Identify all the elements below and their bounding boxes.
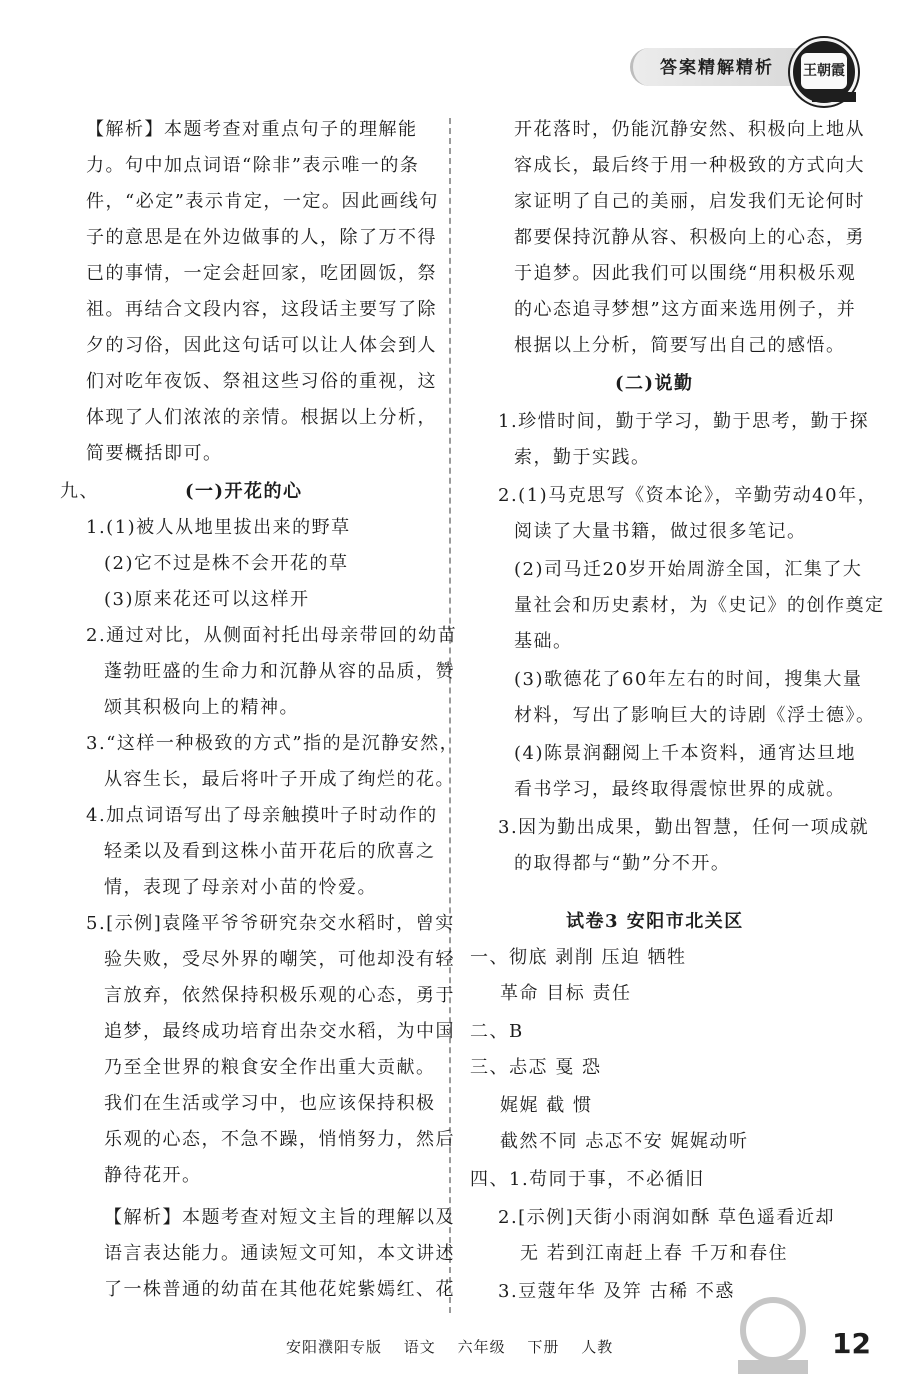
text-line: 量社会和历史素材，为《史记》的创作奠定 — [514, 595, 885, 616]
footer-term: 下册 — [527, 1338, 560, 1356]
text-line: (3)歌德花了60年左右的时间，搜集大量 — [514, 669, 863, 690]
text-line: 1.珍惜时间，勤于学习，勤于思考，勤于探 — [498, 411, 870, 432]
text-line: 3.豆蔻年华 及笄 古稀 不惑 — [498, 1281, 735, 1302]
text-line: 的心态追寻梦想”这方面来选用例子，并 — [514, 299, 857, 320]
text-line: 阅读了大量书籍，做过很多笔记。 — [514, 521, 807, 542]
text-line: 无 若到江南赶上春 千万和春住 — [520, 1243, 788, 1264]
text-line: 2.(1)马克思写《资本论》，辛勤劳动40年， — [498, 485, 878, 506]
text-line: (4)陈景润翻阅上千本资料，通宵达旦地 — [514, 743, 856, 764]
text-line: 4.加点词语写出了母亲触摸叶子时动作的 — [86, 805, 438, 826]
text-line: 语言表达能力。通读短文可知，本文讲述 — [104, 1243, 455, 1264]
text-line: 开花落时，仍能沉静安然、积极向上地从 — [514, 119, 865, 140]
text-line: 于追梦。因此我们可以围绕“用积极乐观 — [514, 263, 857, 284]
text-line: (二)说勤 — [615, 373, 694, 394]
badge-ribbon-icon — [812, 92, 856, 102]
text-line: 蓬勃旺盛的生命力和沉静从容的品质，赞 — [104, 661, 455, 682]
text-line: 试卷3 安阳市北关区 — [566, 911, 744, 932]
text-line: 从容生长，最后将叶子开成了绚烂的花。 — [104, 769, 455, 790]
text-line: 都要保持沉静从容、积极向上的心态，勇 — [514, 227, 865, 248]
text-line: (3)原来花还可以这样开 — [104, 589, 310, 610]
header-title: 答案精解精析 — [660, 58, 774, 78]
text-line: 静待花开。 — [104, 1165, 202, 1186]
text-line: 截然不同 忐忑不安 娓娓动听 — [500, 1131, 749, 1152]
text-line: 件，“必定”表示肯定，一定。因此画线句 — [86, 191, 439, 212]
text-line: 二、B — [470, 1021, 524, 1042]
footer-grade: 六年级 — [457, 1338, 506, 1356]
footer-edition: 安阳濮阳专版 — [286, 1338, 383, 1356]
footer-publisher: 人教 — [581, 1338, 614, 1356]
text-line: 2.[示例]天街小雨润如酥 草色遥看近却 — [498, 1207, 835, 1228]
text-line: 一、彻底 剥削 压迫 牺牲 — [470, 947, 687, 968]
text-line: (2)司马迁20岁开始周游全国，汇集了大 — [514, 559, 863, 580]
text-line: 颂其积极向上的精神。 — [104, 697, 299, 718]
text-line: 1.(1)被人从地里拔出来的野草 — [86, 517, 351, 538]
text-line: 追梦，最终成功培育出杂交水稻，为中国 — [104, 1021, 455, 1042]
text-line: 已的事情，一定会赶回家，吃团圆饭，祭 — [86, 263, 437, 284]
text-line: 情，表现了母亲对小苗的怜爱。 — [104, 877, 377, 898]
text-line: 家证明了自己的美丽，启发我们无论何时 — [514, 191, 865, 212]
text-line: 九、 — [60, 481, 99, 502]
text-line: 5.[示例]袁隆平爷爷研究杂交水稻时，曾实 — [86, 913, 455, 934]
watermark-logo-icon — [718, 1290, 828, 1380]
text-line: 三、忐忑 戛 恐 — [470, 1057, 602, 1078]
text-line: 【解析】本题考查对短文主旨的理解以及 — [104, 1207, 455, 1228]
text-line: 体现了人们浓浓的亲情。根据以上分析， — [86, 407, 437, 428]
text-line: 乐观的心态，不急不躁，悄悄努力，然后 — [104, 1129, 455, 1150]
text-line: 3.“这样一种极致的方式”指的是沉静安然， — [86, 733, 460, 754]
page-number: 12 — [832, 1327, 871, 1360]
text-line: 看书学习，最终取得震惊世界的成就。 — [514, 779, 846, 800]
text-line: 轻柔以及看到这株小苗开花后的欣喜之 — [104, 841, 436, 862]
text-line: 乃至全世界的粮食安全作出重大贡献。 — [104, 1057, 436, 1078]
text-line: 2.通过对比，从侧面衬托出母亲带回的幼苗 — [86, 625, 458, 646]
text-line: (2)它不过是株不会开花的草 — [104, 553, 349, 574]
text-line: 简要概括即可。 — [86, 443, 223, 464]
text-line: 言放弃，依然保持积极乐观的心态，勇于 — [104, 985, 455, 1006]
text-line: 根据以上分析，简要写出自己的感悟。 — [514, 335, 846, 356]
text-line: 力。句中加点词语“除非”表示唯一的条 — [86, 155, 420, 176]
brand-badge-label: 王朝霞 — [801, 53, 847, 89]
text-line: 们对吃年夜饭、祭祖这些习俗的重视，这 — [86, 371, 437, 392]
text-line: 子的意思是在外边做事的人，除了万不得 — [86, 227, 437, 248]
text-line: 我们在生活或学习中，也应该保持积极 — [104, 1093, 436, 1114]
text-line: 革命 目标 责任 — [500, 983, 632, 1004]
text-line: 3.因为勤出成果，勤出智慧，任何一项成就 — [498, 817, 870, 838]
text-line: 夕的习俗，因此这句话可以让人体会到人 — [86, 335, 437, 356]
text-line: 的取得都与“勤”分不开。 — [514, 853, 731, 874]
text-line: 索，勤于实践。 — [514, 447, 651, 468]
text-line: (一)开花的心 — [185, 481, 303, 502]
text-line: 四、1.苟同于事，不必循旧 — [470, 1169, 705, 1190]
text-line: 容成长，最后终于用一种极致的方式向大 — [514, 155, 865, 176]
text-line: 娓娓 截 惯 — [500, 1095, 593, 1116]
text-line: 验失败，受尽外界的嘲笑，可他却没有轻 — [104, 949, 455, 970]
text-line: 祖。再结合文段内容，这段话主要写了除 — [86, 299, 437, 320]
footer-subject: 语文 — [403, 1338, 436, 1356]
text-line: 基础。 — [514, 631, 573, 652]
text-line: 材料，写出了影响巨大的诗剧《浮士德》。 — [514, 705, 876, 726]
text-line: 了一株普通的幼苗在其他花姹紫嫣红、花 — [104, 1279, 455, 1300]
footer-info — [286, 1335, 666, 1359]
text-line: 【解析】本题考查对重点句子的理解能 — [86, 119, 418, 140]
